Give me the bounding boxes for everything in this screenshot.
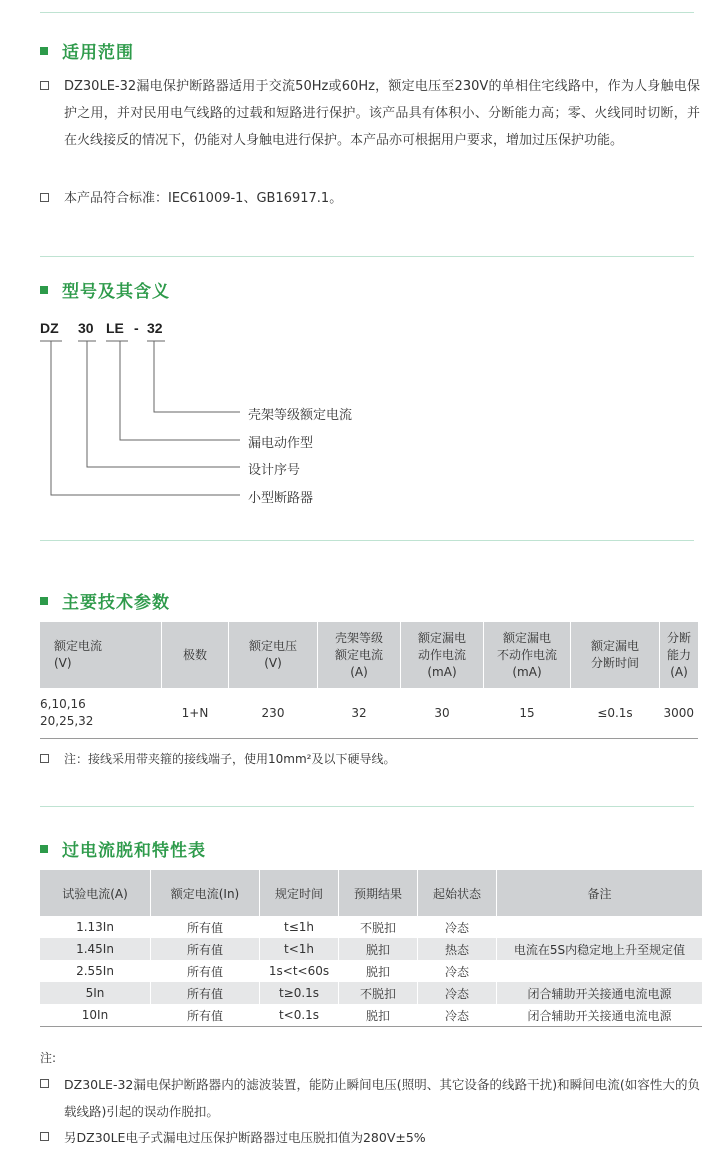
model-label-mcb: 小型断路器 xyxy=(248,491,314,506)
divider xyxy=(40,540,694,541)
header-remark: 备注 xyxy=(497,870,703,916)
header-time: 规定时间 xyxy=(260,870,339,916)
cell: 电流在5S内稳定地上升至规定值 xyxy=(497,938,703,960)
overcurrent-table xyxy=(40,870,702,1027)
overcurrent-note-2 xyxy=(40,1124,700,1151)
overcurrent-header-row xyxy=(40,870,702,916)
cell: 所有值 xyxy=(151,982,260,1004)
cell: 1.13In xyxy=(40,916,151,938)
cell: t≤1h xyxy=(260,916,339,938)
cell: 所有值 xyxy=(151,938,260,960)
checkbox-bullet-icon xyxy=(40,1132,49,1141)
cell: 冷态 xyxy=(418,916,497,938)
cell: 所有值 xyxy=(151,916,260,938)
table-row xyxy=(40,1004,702,1027)
model-connector-lines xyxy=(0,0,720,520)
header-leak-no-trip: 额定漏电 不动作电流 (mA) xyxy=(484,622,571,688)
checkbox-bullet-icon xyxy=(40,1079,49,1088)
header-rated-voltage: 额定电压 (V) xyxy=(229,622,318,688)
cell-frame: 32 xyxy=(318,688,401,739)
section-title-text: 型号及其含义 xyxy=(62,282,170,302)
header-test-current: 试验电流(A) xyxy=(40,870,151,916)
cell: 2.55In xyxy=(40,960,151,982)
cell: 热态 xyxy=(418,938,497,960)
cell-poles: 1+N xyxy=(162,688,229,739)
cell: 闭合辅助开关接通电流电源 xyxy=(497,1004,703,1027)
cell-current: 6,10,16 20,25,32 xyxy=(40,688,162,739)
cell: 脱扣 xyxy=(339,938,418,960)
model-code-32: 32 xyxy=(147,320,163,336)
model-label-leakage-type: 漏电动作型 xyxy=(248,436,314,451)
header-frame-current: 壳架等级 额定电流 (A) xyxy=(318,622,401,688)
divider xyxy=(40,806,694,807)
checkbox-bullet-icon xyxy=(40,754,49,763)
cell: 5In xyxy=(40,982,151,1004)
model-code-le: LE xyxy=(106,320,124,336)
cell: 不脱扣 xyxy=(339,916,418,938)
cell: t<1h xyxy=(260,938,339,960)
cell: 不脱扣 xyxy=(339,982,418,1004)
cell: 1s<t<60s xyxy=(260,960,339,982)
table-row xyxy=(40,982,702,1004)
cell-leak-trip: 30 xyxy=(401,688,484,739)
cell: 10In xyxy=(40,1004,151,1027)
cell-leak-no-trip: 15 xyxy=(484,688,571,739)
overcurrent-note-1 xyxy=(40,1071,700,1125)
header-state: 起始状态 xyxy=(418,870,497,916)
cell: 脱扣 xyxy=(339,960,418,982)
header-rated-current: 额定电流(In) xyxy=(151,870,260,916)
header-poles: 极数 xyxy=(162,622,229,688)
cell: 闭合辅助开关接通电流电源 xyxy=(497,982,703,1004)
cell-break-time: ≤0.1s xyxy=(571,688,660,739)
table-row xyxy=(40,916,702,938)
model-code-30: 30 xyxy=(78,320,94,336)
model-code-sep: - xyxy=(134,320,139,336)
header-break-time: 额定漏电 分断时间 xyxy=(571,622,660,688)
square-bullet-icon xyxy=(40,597,48,605)
square-bullet-icon xyxy=(40,845,48,853)
table-row xyxy=(40,688,698,739)
cell xyxy=(497,960,703,982)
cell: t<0.1s xyxy=(260,1004,339,1027)
cell: 所有值 xyxy=(151,960,260,982)
scope-text-1: DZ30LE-32漏电保护断路器适用于交流50Hz或60Hz，额定电压至230V的单相住宅线路中，作为人身触电保护之用，并对民用电气线路的过载和短路进行保护。该产品具有体积小、分断能力高；零、火线同时切断，并在火线接反的情况下，仍能对人身触电进行保护。本产品亦可根据用户要求，增加过压保护功能。 xyxy=(64,79,700,148)
section-title-params xyxy=(40,588,170,613)
cell: 冷态 xyxy=(418,982,497,1004)
params-header-row xyxy=(40,622,698,688)
section-title-overcurrent xyxy=(40,836,206,861)
overcurrent-note-text-1: DZ30LE-32漏电保护断路器内的滤波装置，能防止瞬间电压(照明、其它设备的线路干扰)和瞬间电流(如容性大的负载线路)引起的误动作脱扣。 xyxy=(64,1077,700,1119)
scope-text-2: 本产品符合标准：IEC61009-1、GB16917.1。 xyxy=(64,191,343,206)
table-row xyxy=(40,960,702,982)
table-row xyxy=(40,938,702,960)
cell: 脱扣 xyxy=(339,1004,418,1027)
params-table xyxy=(40,622,698,739)
overcurrent-note-label: 注: xyxy=(40,1051,57,1065)
cell-voltage: 230 xyxy=(229,688,318,739)
cell: 所有值 xyxy=(151,1004,260,1027)
section-title-text: 过电流脱和特性表 xyxy=(62,841,206,861)
header-breaking-capacity: 分断能力 (A) xyxy=(660,622,699,688)
model-label-design-no: 设计序号 xyxy=(248,463,301,478)
cell: 1.45In xyxy=(40,938,151,960)
cell xyxy=(497,916,703,938)
params-note xyxy=(40,746,700,773)
cell: 冷态 xyxy=(418,960,497,982)
cell: 冷态 xyxy=(418,1004,497,1027)
overcurrent-note-text-2: 另DZ30LE电子式漏电过压保护断路器过电压脱扣值为280V±5% xyxy=(64,1130,426,1145)
header-rated-current: 额定电流 (V) xyxy=(40,622,162,688)
cell: t≥0.1s xyxy=(260,982,339,1004)
model-label-frame-current: 壳架等级额定电流 xyxy=(248,408,353,423)
section-title-text: 主要技术参数 xyxy=(62,593,170,613)
model-code-dz: DZ xyxy=(40,320,59,336)
section-title-text: 适用范围 xyxy=(62,43,134,63)
header-result: 预期结果 xyxy=(339,870,418,916)
header-leak-trip: 额定漏电 动作电流 (mA) xyxy=(401,622,484,688)
cell-capacity: 3000 xyxy=(660,688,699,739)
params-note-text: 注：接线采用带夹箍的接线端子，使用10mm²及以下硬导线。 xyxy=(64,752,396,766)
